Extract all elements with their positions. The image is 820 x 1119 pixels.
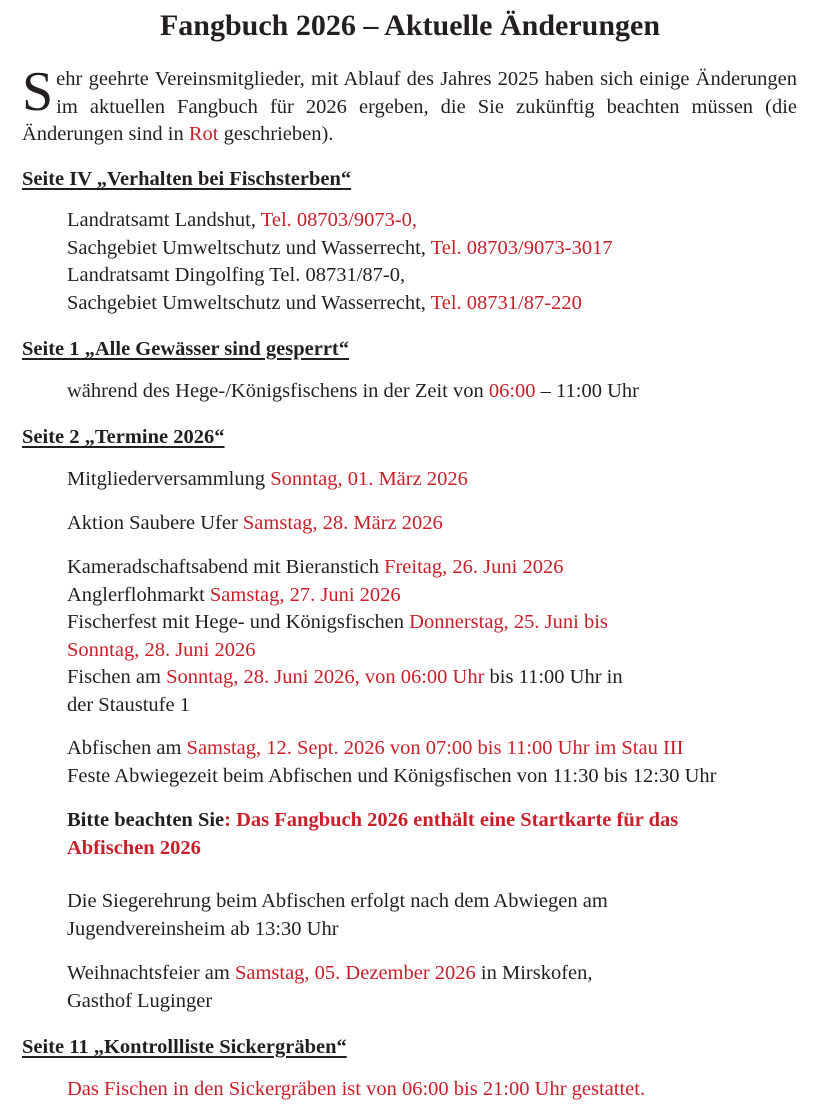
section-heading-termine: Seite 2 „Termine 2026“: [22, 426, 225, 448]
event-label: Anglerflohmarkt: [67, 583, 210, 606]
intro-text-end: geschrieben).: [218, 123, 334, 145]
contact-phone: Tel. 08703/9073-0,: [260, 209, 418, 231]
closure-line: [67, 378, 802, 406]
event-anglerflohmarkt: [67, 582, 802, 610]
section-heading-sickergraeben: Seite 11 „Kontrollliste Sickergräben“: [22, 1036, 347, 1058]
event-weihnachtsfeier: [67, 960, 802, 1015]
contact-line: Landratsamt Dingolfing Tel. 08731/87-0,: [67, 264, 406, 286]
contact-line: [67, 207, 802, 235]
closure-time: 06:00: [488, 380, 536, 402]
event-text-cont: Jugendvereinsheim ab 13:30 Uhr: [67, 917, 339, 940]
section-heading-fischsterben: Seite IV „Verhalten bei Fischsterben“: [22, 168, 352, 190]
intro-red-word: Rot: [188, 123, 219, 145]
event-kameradschaftsabend: [67, 554, 802, 582]
contact-label: Sachgebiet Umweltschutz und Wasserrecht,: [67, 236, 431, 259]
intro-paragraph: [22, 61, 797, 149]
event-label: Aktion Saubere Ufer: [67, 512, 243, 534]
event-date: Samstag, 12. Sept. 2026 von 07:00 bis 11:00 Uhr im Stau III: [186, 737, 684, 759]
section-sickergraeben-content: [67, 1076, 802, 1104]
event-fischerfest-cont: Sonntag, 28. Juni 2026: [67, 638, 256, 661]
event-group-juni: [67, 554, 802, 719]
page-title: Fangbuch 2026 – Aktuelle Änderungen: [159, 9, 661, 42]
event-abfischen: [67, 735, 802, 763]
event-date: Freitag, 26. Juni 2026: [384, 556, 564, 578]
notice-label: Bitte beachten Sie: [67, 809, 225, 831]
event-aktion-saubere-ufer: [67, 510, 802, 538]
event-group-abfischen: [67, 735, 802, 790]
notice-text: : Das Fangbuch 2026 enthält eine Startkarte für das: [224, 809, 679, 831]
notice-text-cont: Abfischen 2026: [67, 836, 201, 859]
intro-text: ehr geehrte Vereinsmitglieder, mit Ablauf des Jahres 2025 haben sich einige Änderungen im aktuellen Fangbuch für 2026 ergeben, die Sie zukünftig beachten müssen (die Änderungen sind in: [22, 68, 797, 145]
event-date: Samstag, 28. März 2026: [242, 512, 443, 534]
event-fischen: [67, 664, 802, 692]
event-text: bis 11:00 Uhr in: [484, 666, 623, 688]
contact-line: [67, 290, 802, 318]
contact-line: [67, 235, 802, 263]
event-date: Samstag, 05. Dezember 2026: [234, 962, 476, 984]
contact-phone: Tel. 08703/9073-3017: [430, 236, 613, 259]
event-date: Donnerstag, 25. Juni bis: [409, 611, 608, 633]
event-siegerehrung: [67, 888, 802, 943]
notice-startkarte: [67, 807, 802, 862]
contact-label: Sachgebiet Umweltschutz und Wasserrecht,: [67, 291, 431, 314]
closure-text-end: – 11:00 Uhr: [535, 380, 639, 402]
event-mitgliederversammlung: [67, 466, 802, 494]
contact-phone: Tel. 08731/87-220: [430, 291, 582, 314]
event-label: Abfischen am: [67, 737, 187, 759]
section-heading-gewaesser: Seite 1 „Alle Gewässer sind gesperrt“: [22, 338, 349, 360]
event-location: Gasthof Luginger: [67, 989, 213, 1012]
event-date: Sonntag, 01. März 2026: [270, 468, 468, 490]
event-abwiegezeit: Feste Abwiegezeit beim Abfischen und Königsfischen von 11:30 bis 12:30 Uhr: [67, 764, 717, 787]
sickergraeben-text: Das Fischen in den Sickergräben ist von 06:00 bis 21:00 Uhr gestattet.: [67, 1078, 646, 1100]
event-fischerfest: [67, 609, 802, 637]
event-text: Die Siegerehrung beim Abfischen erfolgt nach dem Abwiegen am: [67, 890, 608, 912]
event-label: Fischerfest mit Hege- und Königsfischen: [67, 611, 410, 633]
event-text: in Mirskofen,: [475, 962, 593, 984]
event-label: Kameradschaftsabend mit Bieranstich: [67, 556, 385, 578]
event-date: Sonntag, 28. Juni 2026, von 06:00 Uhr: [166, 666, 485, 688]
section-gewaesser-content: [67, 378, 802, 406]
drop-cap: S: [22, 61, 54, 123]
closure-text: während des Hege-/Königsfischens in der Zeit von: [67, 380, 489, 402]
event-fischen-cont: der Staustufe 1: [67, 693, 190, 716]
section-fischsterben-content: [67, 207, 802, 317]
event-label: Weihnachtsfeier am: [67, 962, 235, 984]
event-label: Fischen am: [67, 666, 167, 688]
contact-label: Landratsamt Landshut,: [67, 209, 261, 231]
event-label: Mitgliederversammlung: [67, 468, 271, 490]
event-date: Samstag, 27. Juni 2026: [209, 583, 401, 606]
